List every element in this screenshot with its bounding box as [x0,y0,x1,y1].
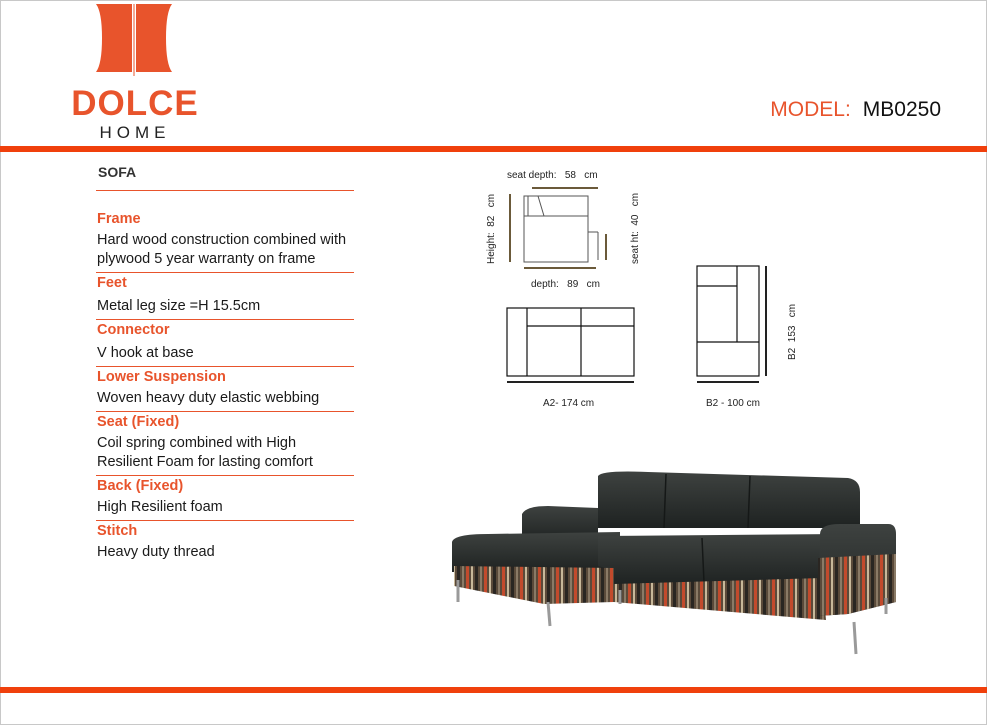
spec-title: Frame [97,211,141,227]
side-profile-drawing [524,196,598,262]
seat-height-label: seat ht: 40 cm [630,192,641,264]
model-number: MB0250 [862,98,941,121]
sofa-product-image [448,462,900,658]
b2-length-label: B2 153 cm [787,303,798,360]
spec-item-stitch [96,521,354,565]
depth-label: depth: 89 cm [531,279,600,290]
spec-item-back [96,476,354,521]
spec-title: Seat (Fixed) [97,414,180,430]
spec-text: Coil spring combined with High Resilient Foam for lasting comfort [97,435,313,470]
spec-title: Connector [97,322,170,338]
spec-item-connector [96,320,354,367]
spec-title: Back (Fixed) [97,478,184,494]
footer-divider-bar [0,687,987,693]
header-divider-bar [0,146,987,152]
brand-name: DOLCE [71,84,199,123]
b2-section-drawing [697,266,759,376]
height-label: Height: 82 cm [486,193,497,264]
spec-list [96,164,354,565]
product-type: SOFA [96,164,354,191]
a2-label: A2- 174 cm [543,398,595,409]
dimension-diagram [470,160,810,420]
spec-item-lower-suspension [96,367,354,412]
spec-title: Stitch [97,523,138,539]
a2-section-drawing [507,308,634,376]
seat-depth-label: seat depth: 58 cm [507,170,598,181]
spec-text: Hard wood construction combined with plywood 5 year warranty on frame [97,232,347,267]
spec-item-seat [96,412,354,476]
spec-text: High Resilient foam [97,499,223,515]
spec-text: Heavy duty thread [97,544,215,560]
model-label: MODEL: [770,98,851,121]
model-heading [770,98,941,122]
spec-item-frame [96,209,354,273]
spec-item-feet [96,273,354,320]
brand-subtitle: HOME [99,123,171,142]
spec-title: Lower Suspension [97,369,226,385]
spec-text: Metal leg size =H 15.5cm [97,298,261,314]
spec-text: V hook at base [97,345,194,361]
spec-text: Woven heavy duty elastic webbing [97,390,320,406]
spec-title: Feet [97,275,127,291]
b2-label: B2 - 100 cm [706,398,760,409]
